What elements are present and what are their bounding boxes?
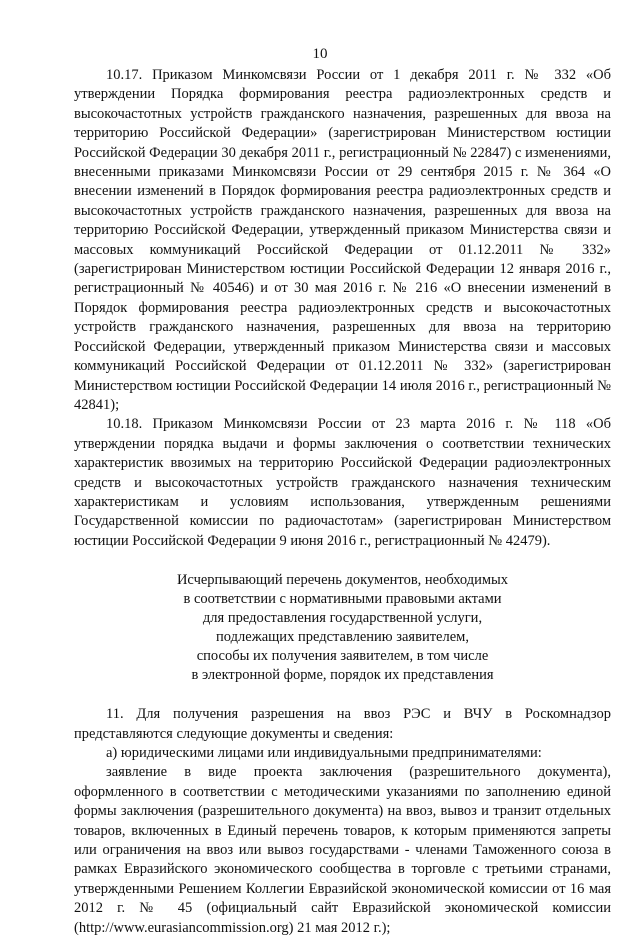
section-heading-line: для предоставления государственной услуги, [202, 610, 483, 627]
page-number: 10 [312, 46, 328, 62]
section-heading-line: способы их получения заявителем, в том числе [196, 648, 489, 665]
paragraph-10-18: 10.18. Приказом Минкомсвязи России от 23 марта 2016 г. № 118 «Об утверждении порядка выдачи и формы заключения о соответствии технических характеристик ввозимых на территорию Российской Федерации радиоэлектронных средств и высокочастотных устройств гражданского назначения техническим характеристикам и условиям использования, утвержденным решениями Государственной комиссии по радиочастотам» (зарегистрирован Министерством юстиции Российской Федерации 9 июня 2016 г., регистрационный № 42479). [74, 416, 611, 549]
paragraph-11: 11. Для получения разрешения на ввоз РЭС и ВЧУ в Роскомнадзор представляются следующие документы и сведения: [74, 706, 611, 742]
paragraph-11-a: а) юридическими лицами или индивидуальными предпринимателями: [106, 744, 542, 761]
paragraph-10-17: 10.17. Приказом Минкомсвязи России от 1 декабря 2011 г. № 332 «Об утверждении Порядка формирования реестра радиоэлектронных средств и высокочастотных устройств гражданского назначения, разрешенных для ввоза на территорию Российской Федерации» (зарегистрирован Министерством юстиции Российской Федерации 30 декабря 2011 г., регистрационный № 22847) с изменениями, внесенными приказами Минкомсвязи России от 29 сентября 2015 г. № 364 «О внесении изменений в Порядок формирования реестра радиоэлектронных средств и высокочастотных устройств гражданского назначения, разрешенных для ввоза на территорию Российской Федерации, утвержденный приказом Министерства связи и массовых коммуникаций Российской Федерации от 01.12.2011 № 332» (зарегистрирован Министерством юстиции Российской Федерации 12 января 2016 г., регистрационный № 40546) и от 30 мая 2016 г. № 216 «О внесении изменений в Порядок формирования реестра радиоэлектронных средств и высокочастотных устройств гражданского назначения, разрешенных для ввоза на территорию Российской Федерации, утвержденный приказом Министерства связи и массовых коммуникаций Российской Федерации от 01.12.2011 № 332» (зарегистрирован Министерством юстиции Российской Федерации 14 июля 2016 г., регистрационный № 42841); [74, 67, 611, 413]
paragraph-11-a-application: заявление в виде проекта заключения (разрешительного документа), оформленного в соответствии с методическими указаниями по заполнению единой формы заключения (разрешительного документа) на ввоз, вывоз и транзит отдельных товаров, включенных в Единый перечень товаров, к которым применяются запреты или ограничения на ввоз или вывоз государствами - членами Таможенного союза в рамках Евразийского экономического сообщества в торговле с третьими странами, утвержденными Решением Коллегии Евразийской экономической комиссии от 16 мая 2012 г. № 45 (официальный сайт Евразийской экономической комиссии (http://www.eurasiancommission.org) 21 мая 2012 г.); [74, 764, 611, 936]
section-heading-line: в электронной форме, порядок их представления [191, 667, 494, 684]
section-heading-line: подлежащих представлению заявителем, [216, 629, 469, 646]
section-heading-line: Исчерпывающий перечень документов, необходимых [176, 572, 509, 589]
section-heading [74, 571, 611, 685]
document-body [74, 66, 611, 938]
section-heading-line: в соответствии с нормативными правовыми актами [183, 591, 502, 608]
